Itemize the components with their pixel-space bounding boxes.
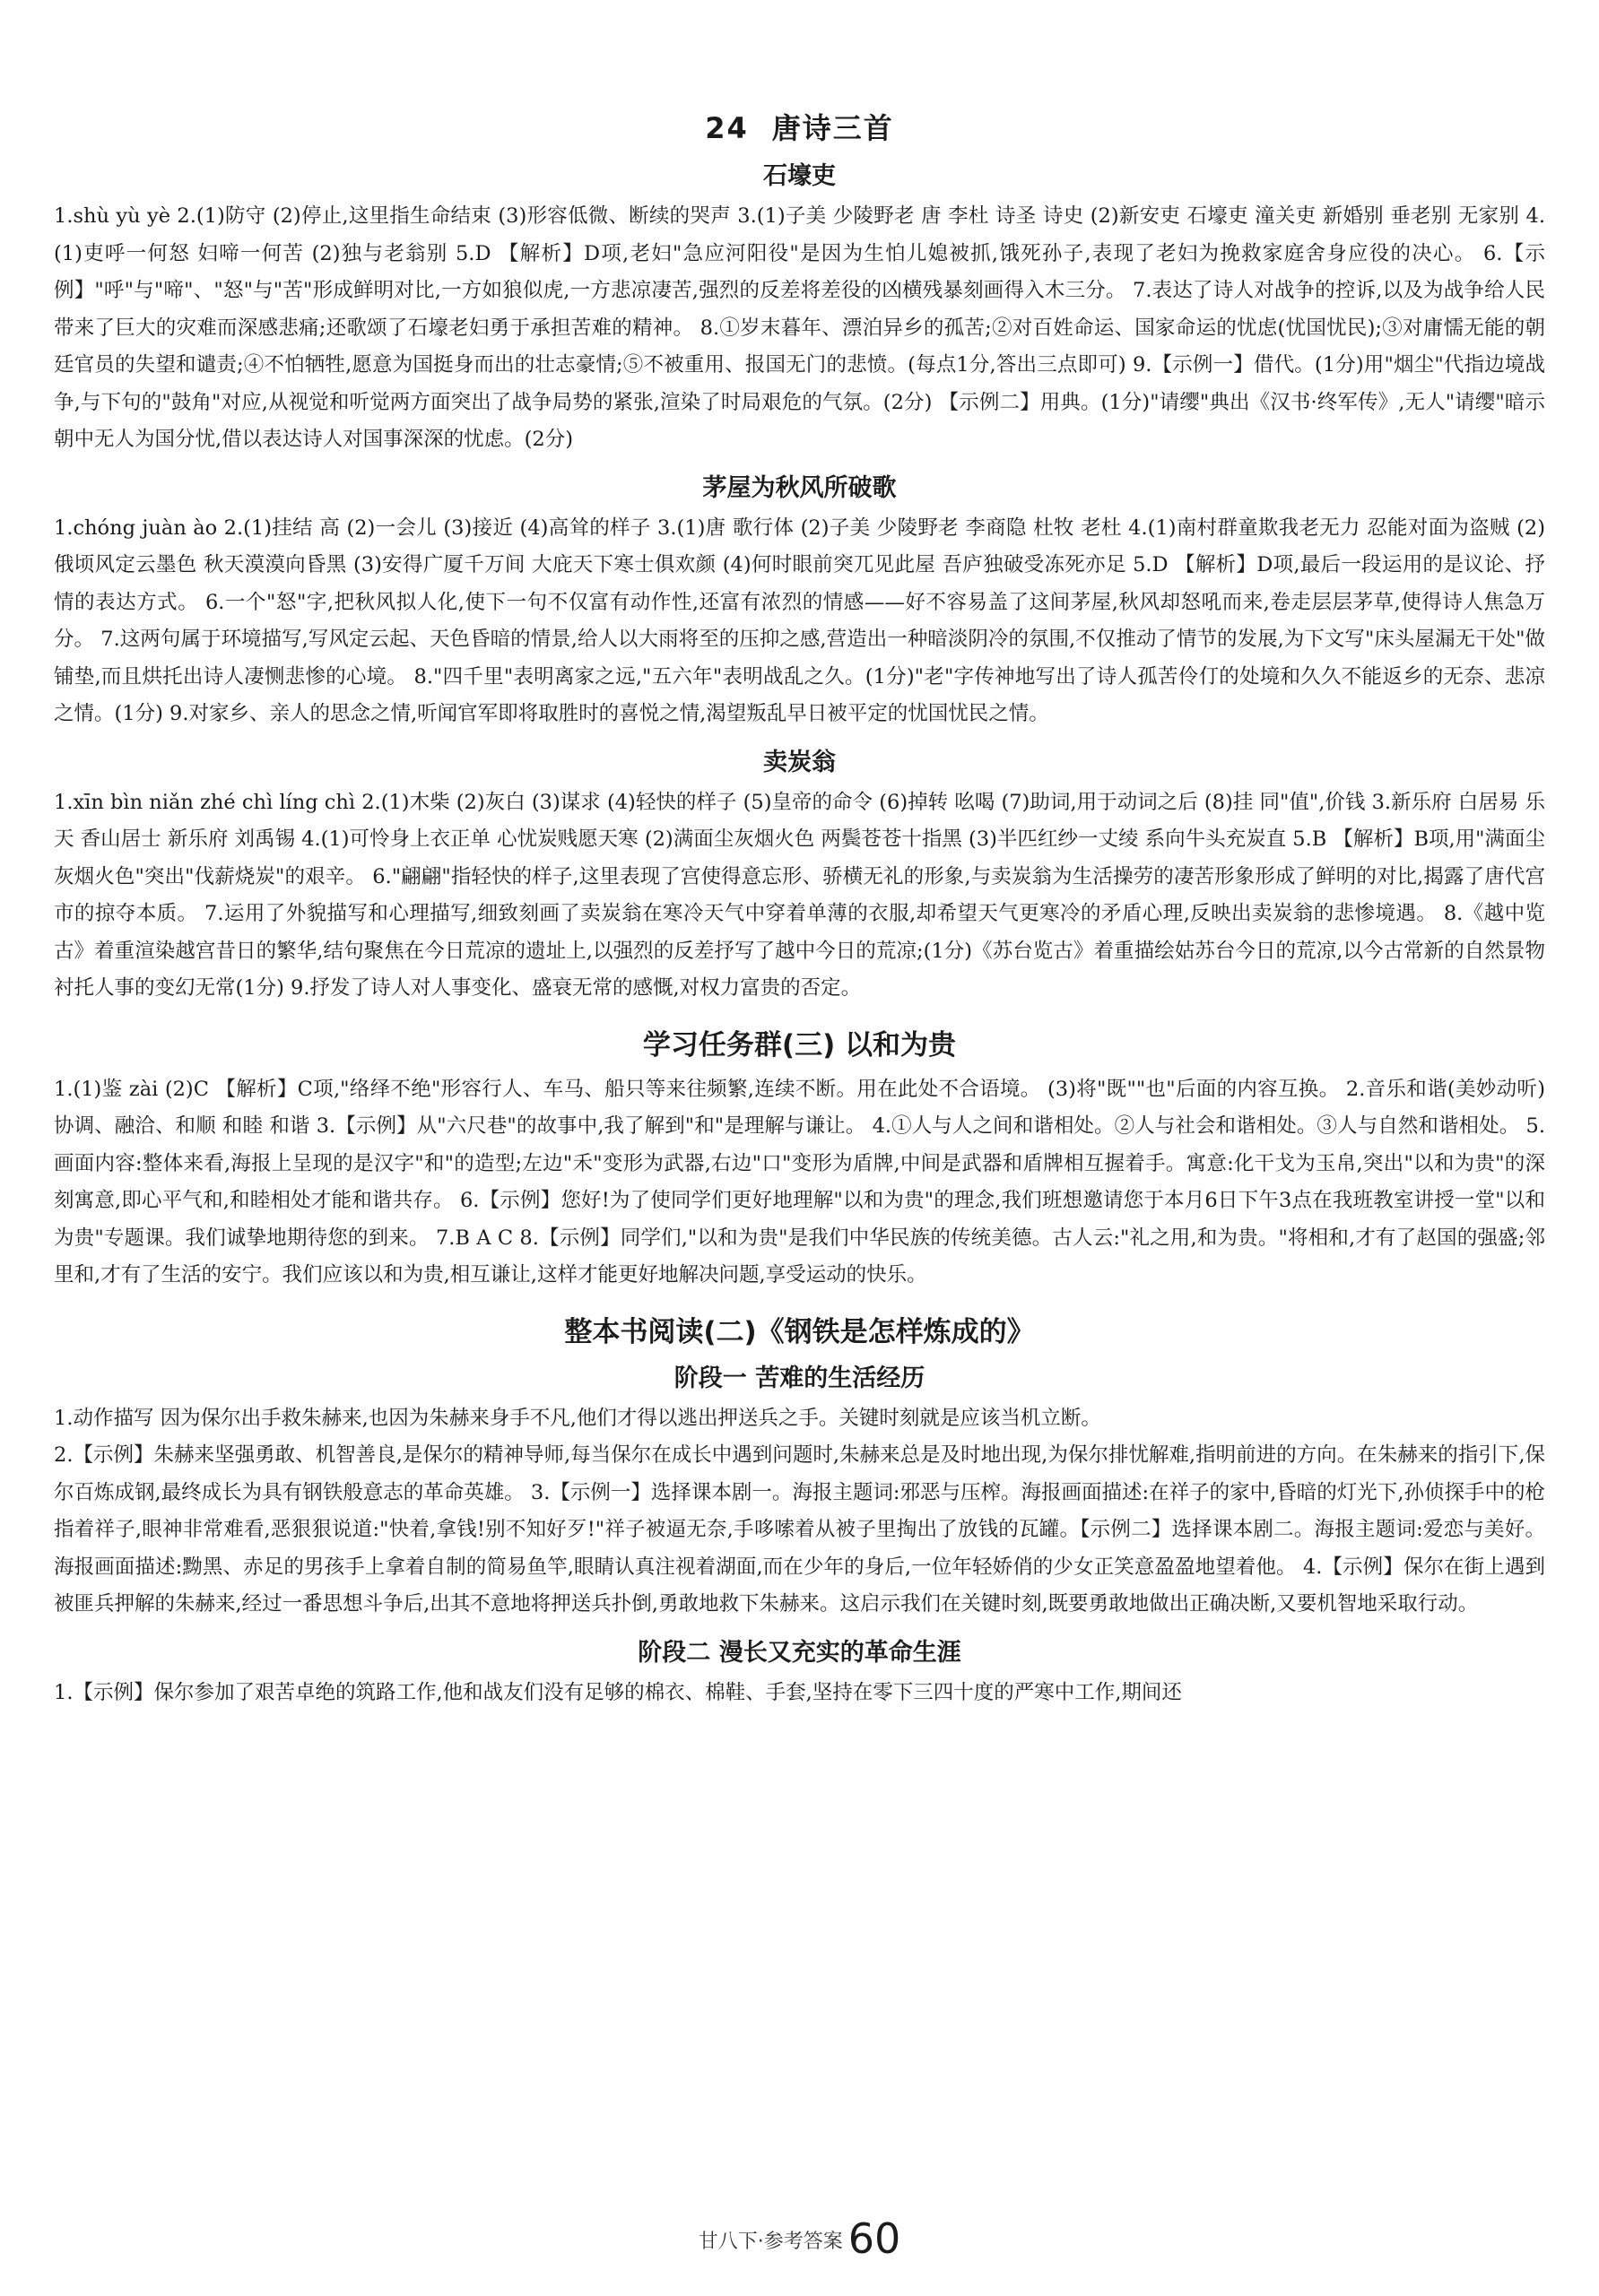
lesson-number: 24 xyxy=(705,111,749,145)
poem-title-maowu: 茅屋为秋风所破歌 xyxy=(702,473,897,502)
lesson-heading xyxy=(54,106,1545,147)
poem-answers-shihaoli: 1.shù yù yè 2.(1)防守 (2)停止,这里指生命结束 (3)形容低微、断续的哭声 3.(1)子美 少陵野老 唐 李杜 诗圣 诗史 (2)新安吏 石壕吏 潼关吏 新婚别 垂老别 无家别 4.(1)吏呼一何怒 妇啼一何苦 (2)独与老翁别 5.D 【解析】D项,老妇"急应河阳役"是因为生怕儿媳被抓,饿死孙子,表现了老妇为挽救家庭舍身应役的决心。 6.【示例】"呼"与"啼"、"怒"与"苦"形成鲜明对比,一方如狼似虎,一方悲凉凄苦,强烈的反差将差役的凶横残暴刻画得入木三分。 7.表达了诗人对战争的控诉,以及为战争给人民带来了巨大的灾难而深感悲痛;还歌颂了石壕老妇勇于承担苦难的精神。 8.①岁末暮年、漂泊异乡的孤苦;②对百姓命运、国家命运的忧虑(忧国忧民);③对庸懦无能的朝廷官员的失望和谴责;④不怕牺牲,愿意为国挺身而出的壮志豪情;⑤不被重用、报国无门的悲愤。(每点1分,答出三点即可) 9.【示例一】借代。(1分)用"烟尘"代指边境战争,与下句的"鼓角"对应,从视觉和听觉两方面突出了战争局势的紧张,渲染了时局艰危的气氛。(2分) 【示例二】用典。(1分)"请缨"典出《汉书·终军传》,无人"请缨"暗示朝中无人为国分忧,借以表达诗人对国事深深的忧虑。(2分) xyxy=(54,204,1545,451)
poem-title-maitanweng: 卖炭翁 xyxy=(763,748,836,776)
book-reading-title: 整本书阅读(二)《钢铁是怎样炼成的》 xyxy=(564,1315,1035,1348)
stage2-title: 阶段二 漫长又充实的革命生涯 xyxy=(638,1638,961,1667)
task-group-title: 学习任务群(三) 以和为贵 xyxy=(642,1028,957,1061)
poem-title-shihaoli: 石壕吏 xyxy=(763,162,836,190)
poem-answers-maitanweng: 1.xīn bìn niǎn zhé chì líng chì 2.(1)木柴 (2)灰白 (3)谋求 (4)轻快的样子 (5)皇帝的命令 (6)掉转 吆喝 (7)助词,用于动词之后 (8)挂 同"值",价钱 3.新乐府 白居易 乐天 香山居士 新乐府 刘禹锡 4.(1)可怜身上衣正单 心忧炭贱愿天寒 (2)满面尘灰烟火色 两鬓苍苍十指黑 (3)半匹红纱一丈绫 系向牛头充炭直 5.B 【解析】B项,用"满面尘灰烟火色"突出"伐薪烧炭"的艰辛。 6."翩翩"指轻快的样子,这里表现了宫使得意忘形、骄横无礼的形象,与卖炭翁为生活操劳的凄苦形象形成了鲜明的对比,揭露了唐代宫市的掠夺本质。 7.运用了外貌描写和心理描写,细致刻画了卖炭翁在寒冷天气中穿着单薄的衣服,却希望天气更寒冷的矛盾心理,反映出卖炭翁的悲惨境遇。 8.《越中览古》着重渲染越宫昔日的繁华,结句聚焦在今日荒凉的遗址上,以强烈的反差抒写了越中今日的荒凉;(1分)《苏台览古》着重描绘姑苏台今日的荒凉,以今古常新的自然景物衬托人事的变幻无常(1分) 9.抒发了诗人对人事变化、盛衰无常的感慨,对权力富贵的否定。 xyxy=(54,790,1545,1000)
task-group-answers: 1.(1)鉴 zài (2)C 【解析】C项,"络绎不绝"形容行人、车马、船只等来往频繁,连续不断。用在此处不合语境。 (3)将"既""也"后面的内容互换。 2.音乐和谐(美妙动听) 协调、融洽、和顺 和睦 和谐 3.【示例】从"六尺巷"的故事中,我了解到"和"是理解与谦让。 4.①人与人之间和谐相处。②人与社会和谐相处。③人与自然和谐相处。 5.画面内容:整体来看,海报上呈现的是汉字"和"的造型;左边"禾"变形为武器,右边"口"变形为盾牌,中间是武器和盾牌相互握着手。寓意:化干戈为玉帛,突出"以和为贵"的深刻寓意,即心平气和,和睦相处才能和谐共存。 6.【示例】您好!为了使同学们更好地理解"以和为贵"的理念,我们班想邀请您于本月6日下午3点在我班教室讲授一堂"以和为贵"专题课。我们诚挚地期待您的到来。 7.B A C 8.【示例】同学们,"以和为贵"是我们中华民族的传统美德。古人云:"礼之用,和为贵。"将相和,才有了赵国的强盛;邻里和,才有了生活的安宁。我们应该以和为贵,相互谦让,这样才能更好地解决问题,享受运动的快乐。 xyxy=(54,1077,1545,1287)
stage1-title: 阶段一 苦难的生活经历 xyxy=(673,1364,926,1392)
stage2-answer-1: 1.【示例】保尔参加了艰苦卓绝的筑路工作,他和战友们没有足够的棉衣、棉鞋、手套,坚持在零下三四十度的严寒中工作,期间还 xyxy=(54,1680,1182,1704)
stage1-answer-2: 2.【示例】朱赫来坚强勇敢、机智善良,是保尔的精神导师,每当保尔在成长中遇到问题时,朱赫来总是及时地出现,为保尔排忧解难,指明前进的方向。在朱赫来的指引下,保尔百炼成钢,最终成长为具有钢铁般意志的革命英雄。 3.【示例一】选择课本剧一。海报主题词:邪恶与压榨。海报画面描述:在祥子的家中,昏暗的灯光下,孙侦探手中的枪指着祥子,眼神非常难看,恶狠狠说道:"快着,拿钱!别不知好歹!"祥子被逼无奈,手哆嗦着从被子里掏出了放钱的瓦罐。【示例二】选择课本剧二。海报主题词:爱恋与美好。海报画面描述:黝黑、赤足的男孩手上拿着自制的简易鱼竿,眼睛认真注视着湖面,而在少年的身后,一位年轻娇俏的少女正笑意盈盈地望着他。 4.【示例】保尔在街上遇到被匪兵押解的朱赫来,经过一番思想斗争后,出其不意地将押送兵扑倒,勇敢地救下朱赫来。这启示我们在关键时刻,既要勇敢地做出正确决断,又要机智地采取行动。 xyxy=(54,1443,1545,1616)
footer-label: 甘八下·参考答案 xyxy=(698,2231,843,2253)
stage1-answer-1: 1.动作描写 因为保尔出手救朱赫来,也因为朱赫来身手不凡,他们才得以逃出押送兵之手。关键时刻就是应该当机立断。 xyxy=(54,1406,1101,1430)
poem-answers-maowu: 1.chóng juàn ào 2.(1)挂结 高 (2)一会儿 (3)接近 (4)高耸的样子 3.(1)唐 歌行体 (2)子美 少陵野老 李商隐 杜牧 老杜 4.(1)南村群童欺我老无力 忍能对面为盗贼 (2)俄顷风定云墨色 秋天漠漠向昏黑 (3)安得广厦千万间 大庇天下寒士俱欢颜 (4)何时眼前突兀见此屋 吾庐独破受冻死亦足 5.D 【解析】D项,最后一段运用的是议论、抒情的表达方式。 6.一个"怒"字,把秋风拟人化,使下一句不仅富有动作性,还富有浓烈的情感——好不容易盖了这间茅屋,秋风却怒吼而来,卷走层层茅草,使得诗人焦急万分。 7.这两句属于环境描写,写风定云起、天色昏暗的情景,给人以大雨将至的压抑之感,营造出一种暗淡阴冷的氛围,不仅推动了情节的发展,为下文写"床头屋漏无干处"做铺垫,而且烘托出诗人凄恻悲惨的心境。 8."四千里"表明离家之远,"五六年"表明战乱之久。(1分)"老"字传神地写出了诗人孤苦伶仃的处境和久久不能返乡的无奈、悲凉之情。(1分) 9.对家乡、亲人的思念之情,听闻官军即将取胜时的喜悦之情,渴望叛乱早日被平定的忧国忧民之情。 xyxy=(54,516,1545,725)
lesson-title: 唐诗三首 xyxy=(771,111,894,145)
page-content xyxy=(54,106,1545,1711)
page-footer xyxy=(0,2214,1599,2263)
page-number: 60 xyxy=(847,2214,901,2263)
